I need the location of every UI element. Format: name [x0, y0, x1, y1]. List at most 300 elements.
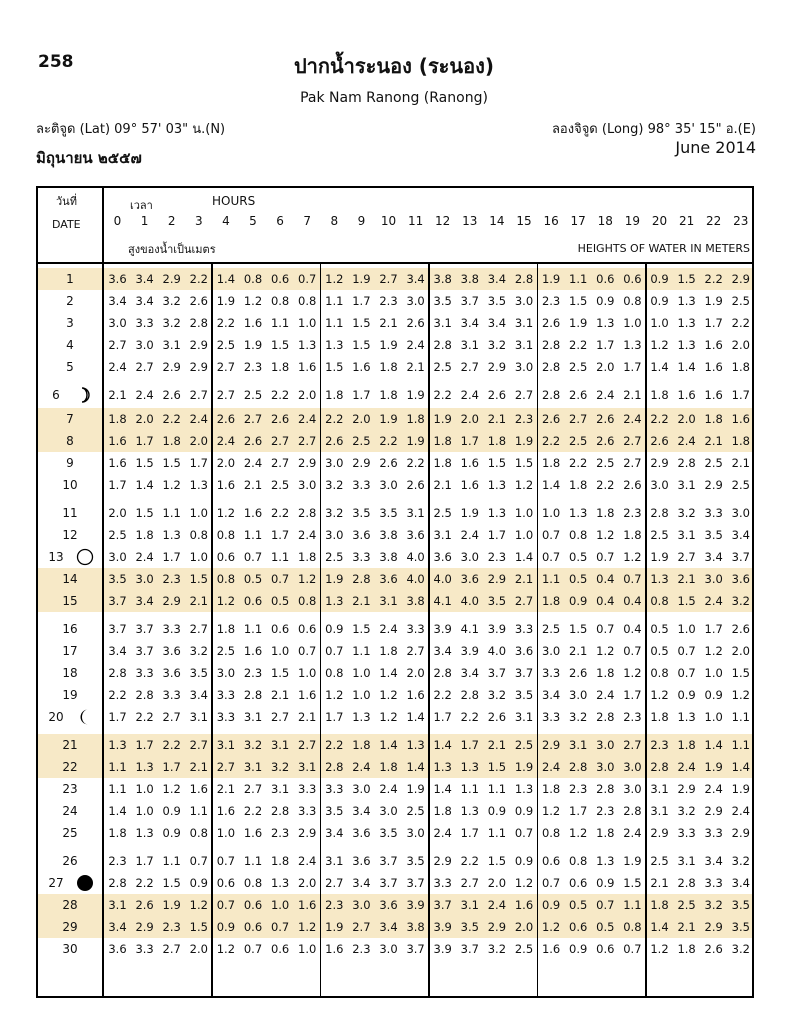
height-cell: 2.7	[270, 710, 290, 724]
height-cell: 1.8	[325, 388, 344, 402]
height-cell: 2.7	[298, 738, 317, 752]
height-cell: 3.7	[135, 622, 154, 636]
height-cell: 2.8	[325, 760, 344, 774]
height-cell: 3.5	[379, 506, 398, 520]
height-cell: 2.6	[406, 478, 425, 492]
height-cell: 1.7	[596, 338, 615, 352]
height-cell: 0.9	[569, 594, 588, 608]
height-cell: 1.2	[623, 550, 642, 564]
height-cell: 3.7	[406, 942, 425, 956]
height-cell: 0.9	[541, 898, 561, 912]
height-cell: 2.2	[162, 412, 181, 426]
height-cell: 3.8	[379, 550, 398, 564]
date-cell: 22	[62, 760, 78, 774]
height-cell: 1.8	[108, 412, 127, 426]
height-cell: 1.9	[162, 898, 181, 912]
height-cell: 2.8	[514, 272, 534, 286]
height-cell: 1.5	[189, 920, 208, 934]
height-cell: 1.1	[270, 550, 290, 564]
height-cell: 2.4	[352, 760, 371, 774]
height-cell: 0.7	[243, 942, 263, 956]
height-cell: 1.9	[514, 760, 534, 774]
date-cell: 1	[66, 272, 74, 286]
height-cell: 2.8	[623, 804, 642, 818]
height-cell: 1.0	[270, 898, 290, 912]
height-cell: 2.0	[487, 876, 507, 890]
height-cell: 3.6	[460, 572, 479, 586]
height-cell: 3.9	[433, 942, 452, 956]
height-cell: 0.9	[677, 688, 696, 702]
height-cell: 1.6	[677, 388, 696, 402]
height-cell: 0.9	[596, 294, 615, 308]
height-cell: 1.0	[298, 942, 317, 956]
height-cell: 2.0	[189, 434, 208, 448]
height-cell: 3.4	[704, 854, 723, 868]
height-cell: 3.3	[162, 688, 181, 702]
height-cell: 3.0	[514, 294, 534, 308]
height-cell: 0.7	[216, 898, 236, 912]
date-cell: 14	[62, 572, 78, 586]
height-cell: 1.7	[135, 738, 154, 752]
height-cell: 1.8	[379, 644, 398, 658]
height-cell: 1.9	[731, 782, 750, 796]
date-cell: 18	[62, 666, 78, 680]
height-cell: 2.0	[298, 388, 317, 402]
height-cell: 3.0	[406, 826, 425, 840]
height-cell: 3.2	[677, 506, 696, 520]
height-cell: 1.1	[162, 854, 181, 868]
month-thai: มิถุนายน ๒๕๕๗	[36, 149, 142, 167]
height-cell: 1.9	[623, 854, 642, 868]
height-cell: 2.2	[270, 388, 290, 402]
hour-label: 20	[651, 214, 668, 228]
height-cell: 3.4	[135, 294, 154, 308]
height-cell: 3.1	[677, 528, 696, 542]
height-cell: 2.6	[135, 898, 154, 912]
height-cell: 2.8	[596, 710, 615, 724]
height-cell: 3.5	[487, 594, 507, 608]
height-cell: 0.7	[298, 272, 317, 286]
height-cell: 1.6	[704, 338, 723, 352]
height-cell: 3.3	[541, 710, 561, 724]
height-cell: 2.0	[108, 506, 127, 520]
height-cell: 2.9	[731, 826, 750, 840]
height-cell: 3.2	[325, 478, 344, 492]
height-cell: 1.8	[379, 388, 398, 402]
height-cell: 2.1	[433, 478, 452, 492]
height-cell: 0.6	[216, 876, 236, 890]
height-cell: 2.3	[650, 738, 669, 752]
height-cell: 0.6	[216, 550, 236, 564]
height-cell: 3.0	[623, 760, 642, 774]
height-cell: 1.0	[704, 666, 723, 680]
height-cell: 1.8	[731, 360, 750, 374]
height-cell: 3.7	[731, 550, 750, 564]
height-cell: 1.5	[162, 456, 181, 470]
height-cell: 3.0	[704, 572, 723, 586]
height-cell: 0.9	[650, 272, 669, 286]
height-cell: 2.4	[406, 338, 425, 352]
height-cell: 2.6	[731, 622, 750, 636]
height-cell: 0.8	[216, 528, 236, 542]
height-cell: 2.3	[623, 710, 642, 724]
hour-label: 23	[733, 214, 749, 228]
height-cell: 2.7	[623, 434, 642, 448]
height-cell: 1.2	[216, 594, 236, 608]
height-cell: 3.7	[108, 594, 127, 608]
height-cell: 2.8	[541, 338, 561, 352]
height-cell: 1.8	[433, 434, 452, 448]
height-cell: 1.8	[298, 550, 317, 564]
height-cell: 0.7	[623, 644, 642, 658]
height-cell: 2.9	[650, 456, 669, 470]
height-cell: 2.2	[433, 688, 452, 702]
height-cell: 0.7	[325, 644, 344, 658]
station-title-english: Pak Nam Ranong (Ranong)	[300, 90, 488, 106]
height-cell: 1.1	[731, 738, 750, 752]
height-cell: 0.9	[596, 876, 615, 890]
height-cell: 1.0	[352, 666, 371, 680]
height-cell: 3.4	[352, 876, 371, 890]
height-cell: 1.2	[162, 782, 181, 796]
height-cell: 1.7	[460, 826, 479, 840]
height-cell: 2.4	[704, 594, 723, 608]
height-cell: 3.0	[460, 550, 479, 564]
height-cell: 3.3	[514, 622, 534, 636]
height-cell: 2.7	[569, 412, 588, 426]
date-cell: 4	[66, 338, 74, 352]
height-cell: 1.2	[325, 272, 344, 286]
height-cell: 0.8	[243, 272, 263, 286]
height-cell: 3.2	[731, 594, 750, 608]
height-cell: 0.8	[569, 528, 588, 542]
height-cell: 0.9	[216, 920, 236, 934]
height-cell: 1.8	[216, 622, 236, 636]
height-cell: 1.0	[189, 506, 208, 520]
height-cell: 1.5	[514, 456, 534, 470]
height-cell: 2.5	[541, 622, 561, 636]
height-cell: 2.5	[433, 506, 452, 520]
height-cell: 1.5	[569, 294, 588, 308]
height-cell: 3.1	[406, 506, 425, 520]
height-cell: 1.7	[108, 710, 127, 724]
height-cell: 1.1	[541, 572, 561, 586]
height-cell: 2.7	[325, 876, 344, 890]
height-cell: 1.0	[298, 666, 317, 680]
height-cell: 3.3	[135, 316, 154, 330]
height-cell: 3.3	[677, 826, 696, 840]
height-cell: 3.1	[243, 760, 263, 774]
height-cell: 1.8	[596, 666, 615, 680]
height-cell: 2.6	[189, 294, 208, 308]
height-cell: 1.9	[569, 316, 588, 330]
hour-label: 15	[516, 214, 532, 228]
height-cell: 2.4	[379, 782, 398, 796]
height-cell: 0.4	[596, 572, 615, 586]
height-cell: 0.8	[298, 594, 317, 608]
date-cell: 27	[48, 876, 64, 890]
height-cell: 0.8	[569, 854, 588, 868]
height-cell: 1.3	[135, 760, 154, 774]
height-cell: 1.0	[189, 550, 208, 564]
height-cell: 1.4	[650, 920, 669, 934]
height-cell: 4.1	[460, 622, 479, 636]
height-cell: 0.4	[623, 594, 642, 608]
height-cell: 1.6	[108, 434, 127, 448]
height-cell: 3.0	[379, 942, 398, 956]
height-cell: 1.1	[731, 710, 750, 724]
height-cell: 1.1	[243, 528, 263, 542]
height-cell: 3.8	[433, 272, 452, 286]
height-cell: 1.3	[677, 294, 696, 308]
height-cell: 0.7	[677, 666, 696, 680]
height-cell: 3.3	[433, 876, 452, 890]
height-cell: 1.8	[677, 942, 696, 956]
height-cell: 1.3	[514, 782, 534, 796]
height-cell: 1.1	[162, 506, 181, 520]
height-cell: 2.5	[216, 338, 236, 352]
height-cell: 2.3	[623, 506, 642, 520]
height-cell: 0.7	[514, 826, 534, 840]
height-cell: 3.3	[406, 622, 425, 636]
date-cell: 3	[66, 316, 74, 330]
height-cell: 3.7	[433, 898, 452, 912]
height-cell: 3.8	[406, 594, 425, 608]
height-cell: 2.5	[406, 804, 425, 818]
height-cell: 3.2	[487, 942, 507, 956]
height-cell: 2.4	[298, 528, 317, 542]
height-cell: 0.6	[243, 920, 263, 934]
height-cell: 2.7	[270, 434, 290, 448]
longitude-label: ลองจิจูด (Long) 98° 35' 15" อ.(E)	[551, 122, 756, 137]
height-cell: 0.7	[596, 898, 615, 912]
height-cell: 1.8	[596, 506, 615, 520]
height-cell: 1.3	[325, 338, 344, 352]
height-cell: 1.8	[596, 826, 615, 840]
height-cell: 2.6	[704, 942, 723, 956]
height-cell: 1.5	[270, 666, 290, 680]
height-cell: 1.7	[460, 434, 479, 448]
height-cell: 2.7	[623, 738, 642, 752]
height-cell: 3.4	[541, 688, 561, 702]
height-cell: 1.2	[216, 506, 236, 520]
height-cell: 1.4	[704, 738, 723, 752]
hour-label: 14	[489, 214, 505, 228]
height-cell: 2.9	[162, 272, 181, 286]
height-cell: 2.5	[650, 528, 669, 542]
height-cell: 0.9	[514, 804, 534, 818]
height-cell: 2.2	[541, 434, 561, 448]
height-cell: 0.5	[650, 622, 669, 636]
height-cell: 1.6	[704, 388, 723, 402]
height-cell: 2.6	[487, 388, 507, 402]
height-cell: 2.2	[650, 412, 669, 426]
height-cell: 3.9	[406, 898, 425, 912]
height-cell: 0.8	[298, 294, 317, 308]
height-cell: 3.6	[352, 528, 371, 542]
height-cell: 3.5	[108, 572, 127, 586]
height-cell: 3.6	[379, 898, 398, 912]
height-cell: 1.8	[135, 528, 154, 542]
height-cell: 2.5	[704, 456, 723, 470]
height-cell: 3.3	[352, 478, 371, 492]
height-cell: 1.6	[243, 644, 263, 658]
height-cell: 0.6	[596, 942, 615, 956]
height-cell: 2.8	[541, 388, 561, 402]
height-cell: 3.3	[298, 804, 317, 818]
height-cell: 3.6	[433, 550, 452, 564]
height-cell: 0.9	[162, 826, 181, 840]
height-cell: 1.8	[487, 434, 507, 448]
height-cell: 0.7	[270, 920, 290, 934]
height-cell: 2.9	[541, 738, 561, 752]
hours-header: HOURS	[212, 194, 256, 208]
height-cell: 2.9	[189, 338, 208, 352]
height-cell: 1.3	[270, 876, 290, 890]
height-cell: 1.8	[379, 360, 398, 374]
height-cell: 2.7	[270, 456, 290, 470]
height-cell: 3.0	[623, 782, 642, 796]
height-cell: 2.1	[406, 360, 425, 374]
height-cell: 3.2	[704, 898, 723, 912]
height-cell: 0.6	[569, 876, 588, 890]
height-cell: 1.7	[704, 622, 723, 636]
height-cell: 0.7	[243, 550, 263, 564]
height-cell: 2.9	[487, 572, 507, 586]
height-cell: 1.5	[352, 316, 371, 330]
height-cell: 1.9	[216, 294, 236, 308]
height-cell: 1.7	[162, 550, 181, 564]
height-cell: 2.2	[569, 456, 588, 470]
height-cell: 2.6	[569, 666, 588, 680]
height-cell: 1.8	[352, 738, 371, 752]
height-cell: 3.2	[162, 294, 181, 308]
height-cell: 1.6	[243, 826, 263, 840]
height-cell: 2.1	[514, 572, 534, 586]
height-cell: 3.2	[677, 804, 696, 818]
height-cell: 2.7	[623, 456, 642, 470]
height-cell: 3.9	[460, 644, 479, 658]
hour-label: 18	[597, 214, 613, 228]
height-cell: 3.7	[135, 644, 154, 658]
hour-label: 9	[357, 214, 366, 228]
height-cell: 3.3	[541, 666, 561, 680]
height-cell: 0.8	[623, 294, 642, 308]
height-cell: 1.3	[325, 594, 344, 608]
height-cell: 1.1	[108, 782, 127, 796]
height-cell: 0.6	[541, 854, 561, 868]
height-cell: 2.6	[650, 434, 669, 448]
height-cell: 1.5	[487, 760, 507, 774]
height-cell: 0.8	[243, 876, 263, 890]
date-cell: 26	[62, 854, 78, 868]
height-cell: 2.2	[325, 738, 344, 752]
height-cell: 2.2	[135, 876, 154, 890]
height-cell: 1.8	[569, 478, 588, 492]
height-cell: 2.4	[243, 456, 263, 470]
height-cell: 1.6	[298, 898, 317, 912]
height-cell: 1.2	[298, 920, 317, 934]
height-cell: 3.4	[379, 920, 398, 934]
height-cell: 2.9	[731, 272, 750, 286]
height-cell: 1.9	[379, 338, 398, 352]
height-cell: 1.7	[731, 388, 750, 402]
height-cell: 2.1	[108, 388, 127, 402]
height-cell: 2.4	[596, 688, 615, 702]
height-cell: 1.2	[541, 804, 561, 818]
height-header-english: HEIGHTS OF WATER IN METERS	[577, 242, 750, 255]
height-cell: 2.5	[596, 456, 615, 470]
date-cell: 16	[62, 622, 78, 636]
height-cell: 2.0	[731, 338, 750, 352]
height-cell: 1.9	[379, 412, 398, 426]
height-cell: 0.7	[216, 854, 236, 868]
height-cell: 2.9	[298, 456, 317, 470]
height-cell: 1.7	[460, 738, 479, 752]
height-cell: 2.6	[216, 412, 236, 426]
height-header-thai: สูงของน้ำเป็นเมตร	[128, 243, 216, 256]
height-cell: 2.5	[569, 360, 588, 374]
date-cell: 8	[66, 434, 74, 448]
height-cell: 2.2	[460, 710, 479, 724]
height-cell: 1.7	[135, 854, 154, 868]
height-cell: 1.8	[704, 412, 723, 426]
height-cell: 2.3	[379, 294, 398, 308]
height-cell: 3.5	[460, 920, 479, 934]
height-cell: 0.8	[623, 920, 642, 934]
station-title-thai: ปากน้ำระนอง (ระนอง)	[293, 54, 495, 78]
height-cell: 2.1	[650, 876, 669, 890]
height-cell: 1.9	[325, 920, 344, 934]
height-cell: 1.4	[406, 760, 425, 774]
height-cell: 2.5	[352, 434, 371, 448]
height-cell: 0.8	[216, 572, 236, 586]
height-cell: 1.6	[460, 478, 479, 492]
height-cell: 2.0	[514, 920, 534, 934]
height-cell: 3.3	[352, 550, 371, 564]
date-cell: 2	[66, 294, 74, 308]
height-cell: 3.9	[487, 622, 507, 636]
height-cell: 2.4	[460, 528, 479, 542]
date-cell: 13	[48, 550, 64, 564]
height-cell: 2.2	[460, 854, 479, 868]
height-cell: 3.0	[135, 338, 154, 352]
height-cell: 3.4	[487, 316, 507, 330]
height-cell: 0.6	[569, 920, 588, 934]
height-cell: 0.7	[677, 644, 696, 658]
height-cell: 3.7	[379, 876, 398, 890]
height-cell: 1.9	[406, 434, 425, 448]
height-cell: 1.0	[216, 826, 236, 840]
height-cell: 1.8	[650, 388, 669, 402]
height-cell: 1.3	[433, 760, 452, 774]
height-cell: 1.6	[216, 804, 236, 818]
height-cell: 1.3	[677, 316, 696, 330]
height-cell: 2.7	[352, 920, 371, 934]
height-cell: 2.1	[487, 738, 507, 752]
height-cell: 2.1	[298, 710, 317, 724]
height-cell: 1.0	[135, 804, 154, 818]
height-cell: 1.1	[460, 782, 479, 796]
height-cell: 3.6	[162, 666, 181, 680]
height-cell: 2.1	[704, 434, 723, 448]
height-cell: 3.2	[189, 644, 208, 658]
height-cell: 2.9	[704, 804, 723, 818]
height-cell: 1.8	[162, 434, 181, 448]
height-cell: 2.4	[433, 826, 452, 840]
height-cell: 2.6	[596, 412, 615, 426]
height-cell: 1.0	[677, 622, 696, 636]
